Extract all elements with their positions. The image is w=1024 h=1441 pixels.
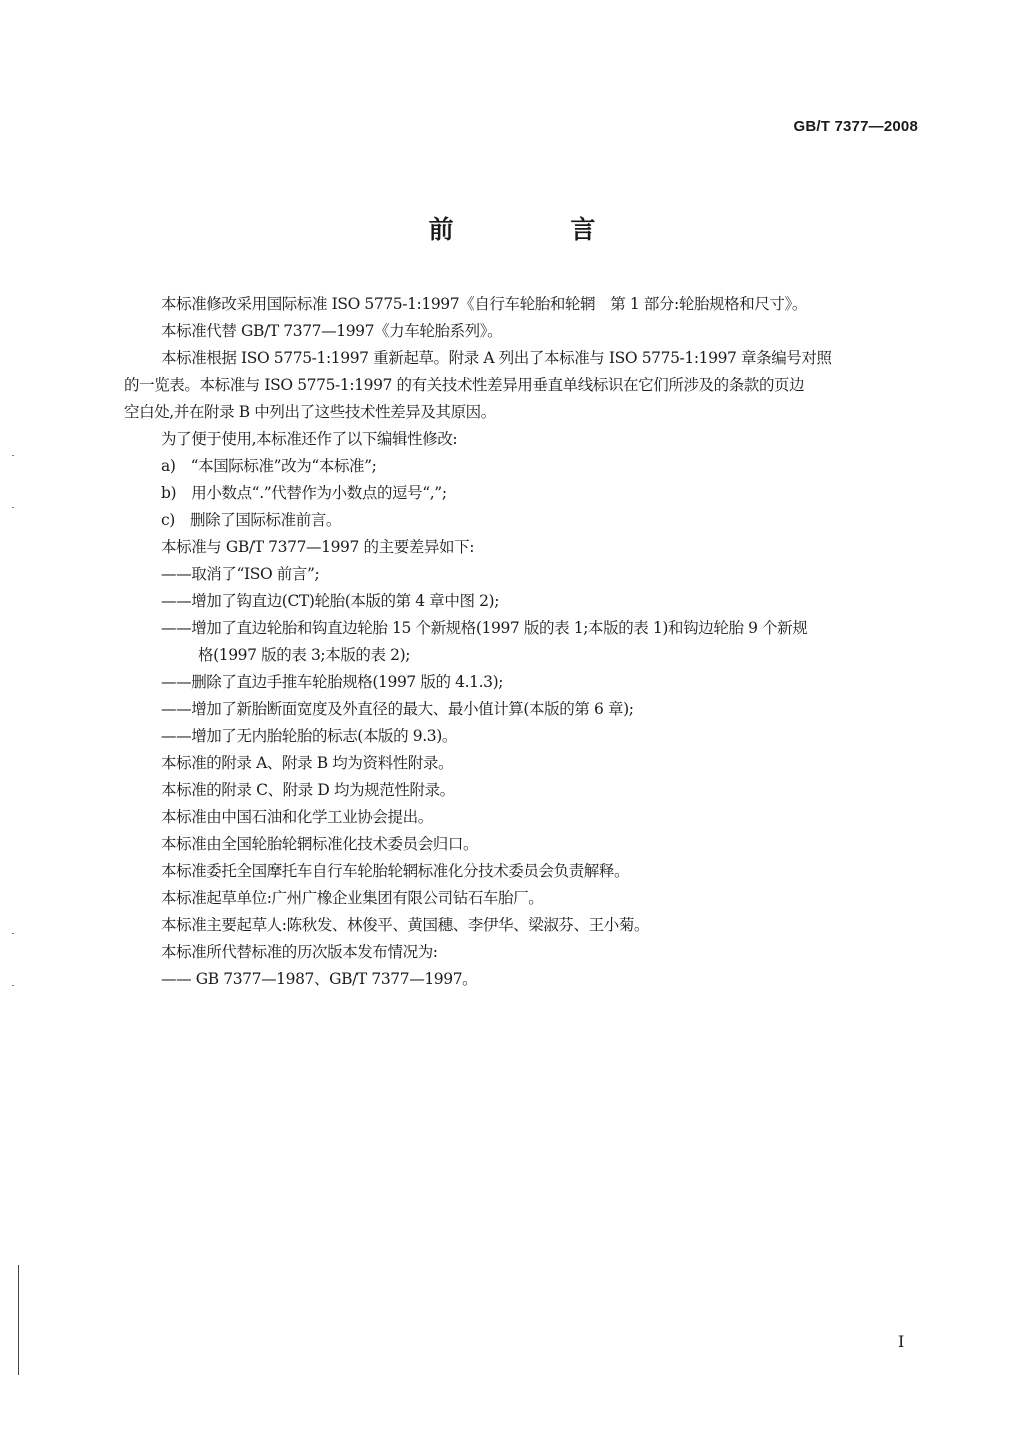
list-item-continuation: 格(1997 版的表 3;本版的表 2); [198, 646, 411, 664]
foreword-body [124, 291, 919, 993]
list-item: a) “本国际标准”改为“本标准”; [161, 457, 377, 475]
paragraph-line: 空白处,并在附录 B 中列出了这些技术性差异及其原因。 [124, 403, 496, 421]
scan-speck [12, 507, 14, 508]
paragraph-line: 的一览表。本标准与 ISO 5775-1:1997 的有关技术性差异用垂直单线标识在它们所涉及的条款的页边 [124, 376, 805, 394]
list-item: c) 删除了国际标准前言。 [161, 511, 342, 529]
list-item: ——取消了“ISO 前言”; [161, 565, 320, 583]
paragraph-line: 本标准所代替标准的历次版本发布情况为: [161, 943, 438, 961]
scan-speck [12, 455, 14, 456]
paragraph-line: 本标准的附录 A、附录 B 均为资料性附录。 [161, 754, 454, 772]
list-item: ——增加了钩直边(CT)轮胎(本版的第 4 章中图 2); [161, 592, 500, 610]
paragraph-line: 本标准根据 ISO 5775-1:1997 重新起草。附录 A 列出了本标准与 ISO 5775-1:1997 章条编号对照 [161, 349, 832, 367]
paragraph-line: 本标准主要起草人:陈秋发、林俊平、黄国穗、李伊华、梁淑芬、王小菊。 [161, 916, 650, 934]
list-item: —— GB 7377—1987、GB/T 7377—1997。 [161, 970, 478, 988]
paragraph-line: 本标准修改采用国际标准 ISO 5775-1:1997《自行车轮胎和轮辋 第 1 部分:轮胎规格和尺寸》。 [161, 295, 808, 313]
paragraph-line: 本标准与 GB/T 7377—1997 的主要差异如下: [161, 538, 475, 556]
paragraph-line: 本标准代替 GB/T 7377—1997《力车轮胎系列》。 [161, 322, 503, 340]
paragraph-line: 本标准由全国轮胎轮辋标准化技术委员会归口。 [161, 835, 479, 853]
list-item: ——增加了新胎断面宽度及外直径的最大、最小值计算(本版的第 6 章); [161, 700, 634, 718]
paragraph-line: 本标准委托全国摩托车自行车轮胎轮辋标准化分技术委员会负责解释。 [161, 862, 630, 880]
paragraph-line: 为了便于使用,本标准还作了以下编辑性修改: [161, 430, 458, 448]
list-item: ——删除了直边手推车轮胎规格(1997 版的 4.1.3); [161, 673, 504, 691]
list-item: ——增加了直边轮胎和钩直边轮胎 15 个新规格(1997 版的表 1;本版的表 1)和钩边轮胎 9 个新规 [161, 619, 808, 637]
scan-speck [12, 985, 14, 986]
scan-edge-line [18, 1265, 19, 1375]
document-code: GB/T 7377—2008 [793, 118, 918, 135]
paragraph-line: 本标准起草单位:广州广橡企业集团有限公司钻石车胎厂。 [161, 889, 544, 907]
list-item: ——增加了无内胎轮胎的标志(本版的 9.3)。 [161, 727, 457, 745]
list-item: b) 用小数点“.”代替作为小数点的逗号“,”; [161, 484, 447, 502]
paragraph-line: 本标准的附录 C、附录 D 均为规范性附录。 [161, 781, 455, 799]
page-number: I [898, 1332, 905, 1351]
paragraph-line: 本标准由中国石油和化学工业协会提出。 [161, 808, 433, 826]
scan-speck [12, 933, 14, 934]
section-title: 前 言 [428, 215, 650, 244]
